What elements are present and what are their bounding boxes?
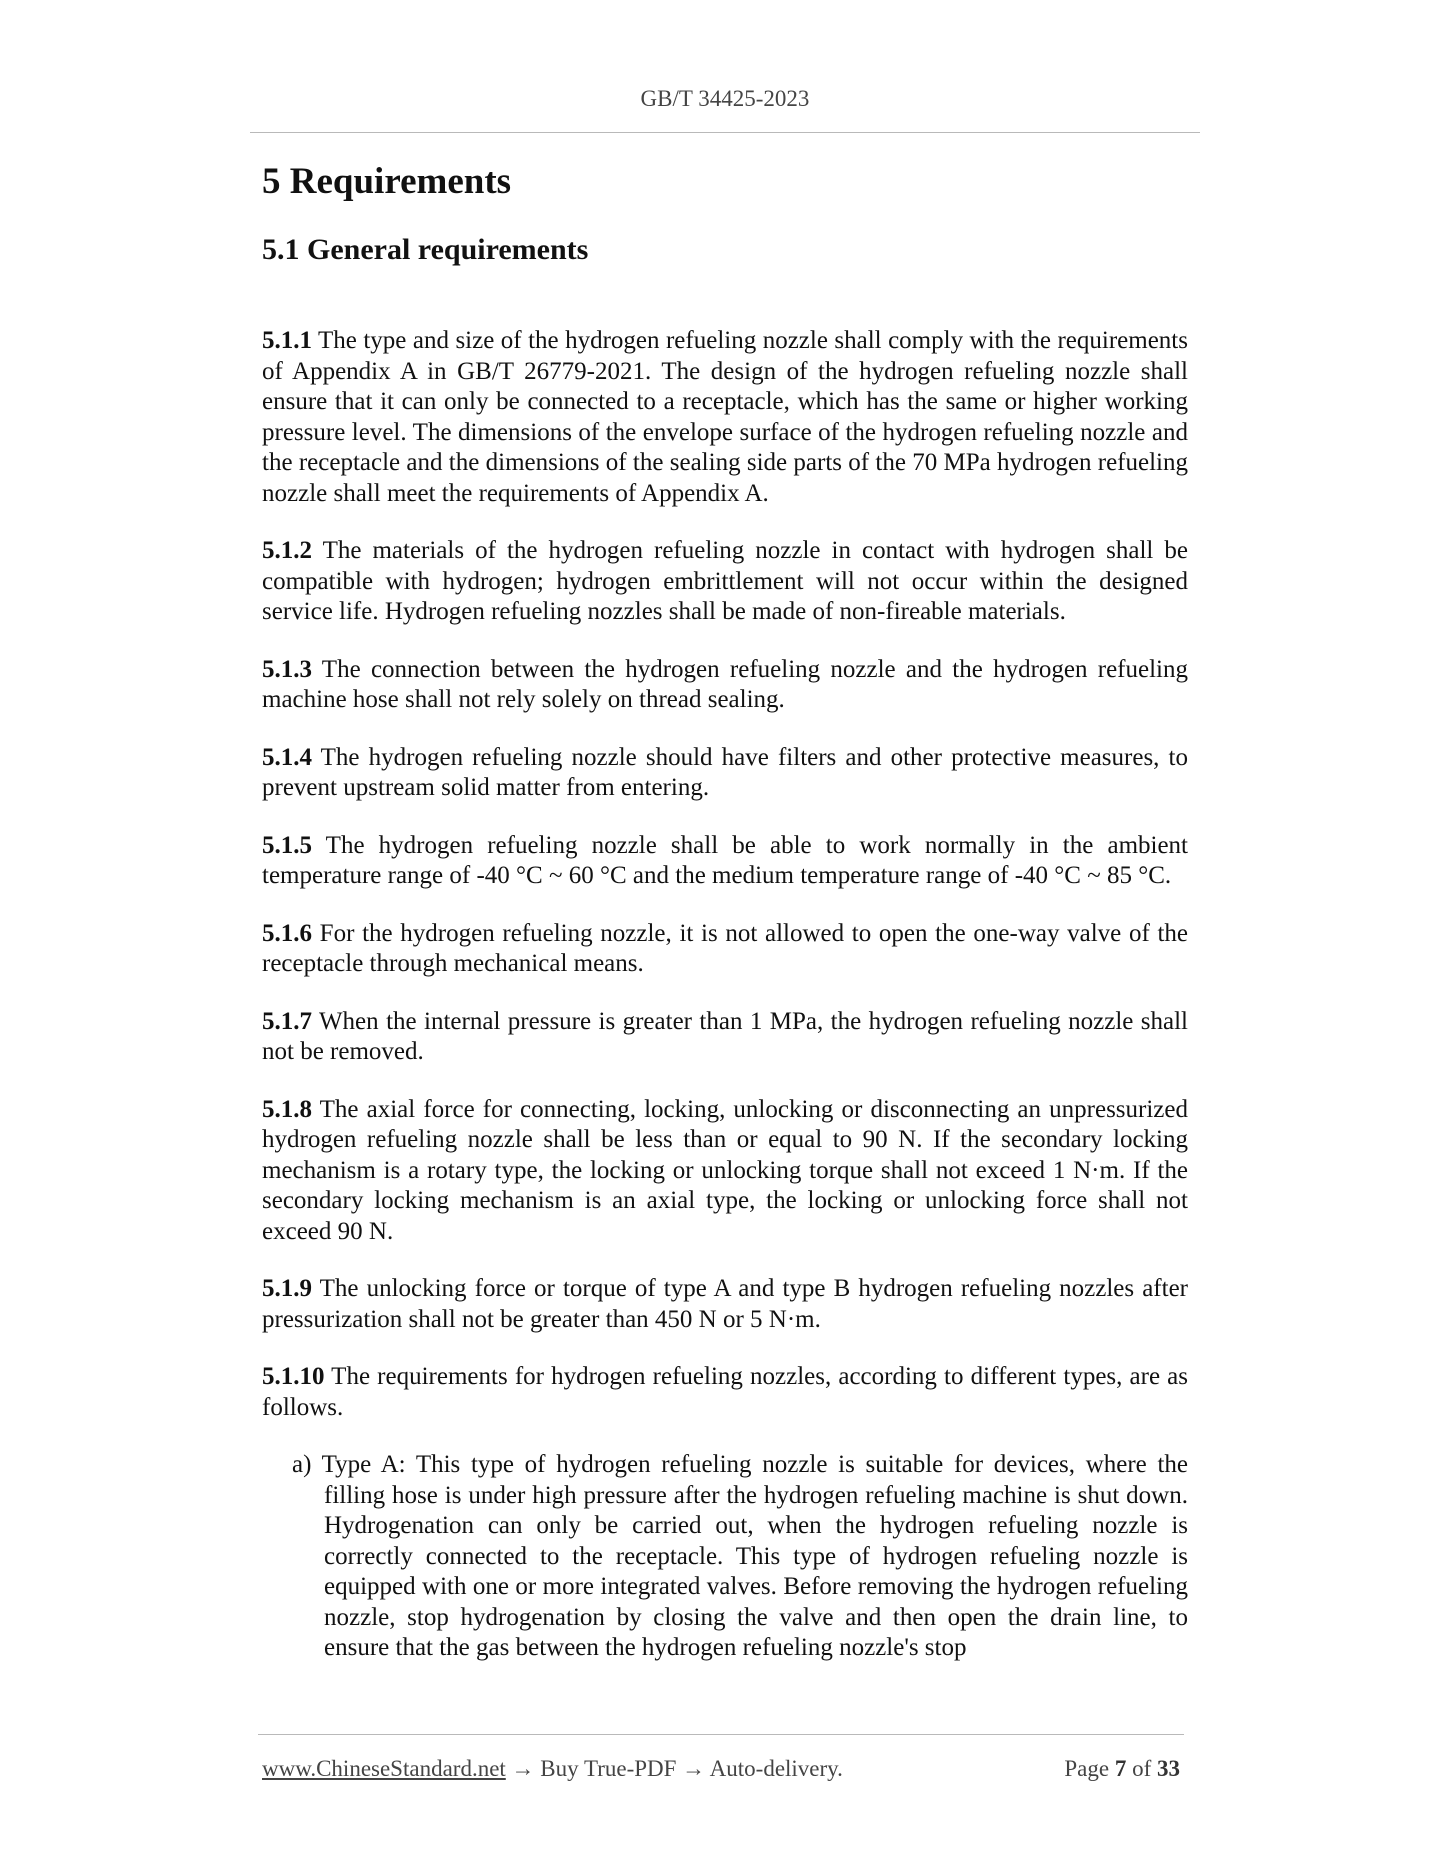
clause-text: For the hydrogen refueling nozzle, it is not allowed to open the one-way valve of the receptacle through mechanical means. xyxy=(262,919,1188,977)
footer-tagline: → Buy True-PDF → Auto-delivery. xyxy=(505,1756,843,1781)
clause-text: The connection between the hydrogen refueling nozzle and the hydrogen refueling machine hose shall not rely solely on thread sealing. xyxy=(262,655,1188,713)
clause-number: 5.1.9 xyxy=(262,1275,312,1302)
header-divider xyxy=(250,132,1200,133)
page-content xyxy=(262,158,1188,1664)
clause-5-1-9 xyxy=(262,1274,1188,1335)
total-pages: 33 xyxy=(1157,1756,1180,1781)
clause-text: The unlocking force or torque of type A and type B hydrogen refueling nozzles after pressurization shall not be greater than 450 N or 5 N·m. xyxy=(262,1275,1188,1333)
clause-number: 5.1.6 xyxy=(262,919,312,947)
clause-text: The materials of the hydrogen refueling nozzle in contact with hydrogen shall be compatible with hydrogen; hydrogen embrittlement will not occur within the designed service life. Hydrogen refueling nozzles shall be made of non-fireable materials. xyxy=(262,537,1188,625)
footer-left xyxy=(262,1756,843,1782)
section-title: 5 Requirements xyxy=(262,161,512,202)
clause-5-1-2 xyxy=(262,536,1188,628)
page-indicator xyxy=(1064,1756,1180,1782)
clause-5-1-7 xyxy=(262,1007,1188,1068)
clause-text: When the internal pressure is greater than 1 MPa, the hydrogen refueling nozzle shall not be removed. xyxy=(262,1007,1188,1065)
subsection-title: 5.1 General requirements xyxy=(262,233,589,266)
clause-number: 5.1.5 xyxy=(262,831,312,859)
page-footer xyxy=(262,1756,1180,1782)
page-number: 7 xyxy=(1114,1756,1127,1781)
clause-number: 5.1.10 xyxy=(262,1363,325,1390)
clause-text: The hydrogen refueling nozzle shall be able to work normally in the ambient temperature range of -40 °C ~ 60 °C and the medium temperature range of -40 °C ~ 85 °C. xyxy=(262,831,1188,889)
clause-5-1-3 xyxy=(262,655,1188,716)
clause-number: 5.1.3 xyxy=(262,655,312,683)
site-link[interactable]: www.ChineseStandard.net xyxy=(262,1756,506,1781)
clause-5-1-6 xyxy=(262,919,1188,980)
clause-5-1-10 xyxy=(262,1362,1188,1423)
of-label: of xyxy=(1126,1756,1157,1781)
clause-text: The requirements for hydrogen refueling nozzles, according to different types, are as follows. xyxy=(262,1363,1188,1421)
clause-5-1-1 xyxy=(262,326,1188,509)
page-label: Page xyxy=(1064,1756,1115,1781)
clause-number: 5.1.1 xyxy=(262,327,312,354)
clause-text: The axial force for connecting, locking, unlocking or disconnecting an unpressurized hydrogen refueling nozzle shall be less than or equal to 90 N. If the secondary locking mechanism is a rotary type, the locking or unlocking torque shall not exceed 1 N·m. If the secondary locking mechanism is an axial type, the locking or unlocking force shall not exceed 90 N. xyxy=(262,1095,1188,1245)
clause-number: 5.1.8 xyxy=(262,1095,312,1123)
list-item-type-a: a) Type A: This type of hydrogen refueling nozzle is suitable for devices, where the filling hose is under high pressure after the hydrogen refueling machine is shut down. Hydrogenation can only be carried out, when the hydrogen refueling nozzle is correctly connected to the receptacle. This type of hydrogen refueling nozzle is equipped with one or more integrated valves. Before removing the hydrogen refueling nozzle, stop hydrogenation by closing the valve and then open the drain line, to ensure that the gas between the hydrogen refueling nozzle's stop xyxy=(292,1451,1188,1661)
clause-number: 5.1.2 xyxy=(262,537,312,564)
clause-5-1-8 xyxy=(262,1095,1188,1248)
clause-text: The type and size of the hydrogen refueling nozzle shall comply with the requirements of Appendix A in GB/T 26779-2021. The design of the hydrogen refueling nozzle shall ensure that it can only be connected to a receptacle, which has the same or higher working pressure level. The dimensions of the envelope surface of the hydrogen refueling nozzle and the receptacle and the dimensions of the sealing side parts of the 70 MPa hydrogen refueling nozzle shall meet the requirements of Appendix A. xyxy=(262,327,1188,507)
clause-number: 5.1.4 xyxy=(262,743,312,771)
footer-divider xyxy=(258,1734,1184,1735)
header-doc-code: GB/T 34425-2023 xyxy=(640,86,810,111)
clause-5-1-5 xyxy=(262,831,1188,892)
clause-5-1-4 xyxy=(262,743,1188,804)
clause-number: 5.1.7 xyxy=(262,1007,312,1035)
clause-text: The hydrogen refueling nozzle should have filters and other protective measures, to prevent upstream solid matter from entering. xyxy=(262,743,1188,801)
